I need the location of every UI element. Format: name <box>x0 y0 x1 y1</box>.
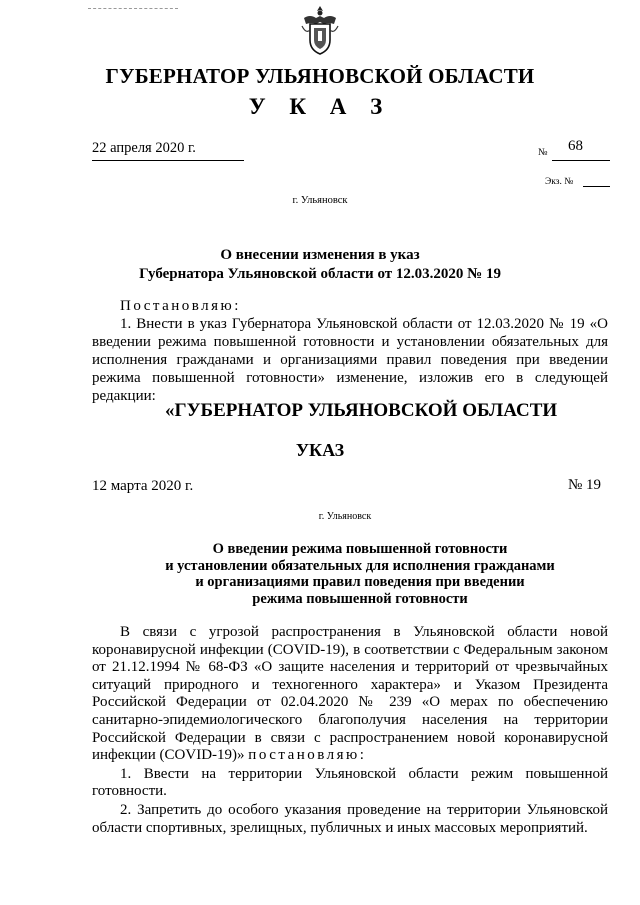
decree-number: 68 <box>568 138 583 154</box>
number-underline <box>552 160 610 161</box>
subject-line: О внесении изменения в указ <box>220 247 420 263</box>
quoted-date: 12 марта 2020 г. <box>92 478 194 494</box>
decree-item-1: 1. Внести в указ Губернатора Ульяновской области от 12.03.2020 № 19 «О введении режима повышенной готовности и установлении обязательных для исполнения гражданами и организациями правил поведения при введении режима повышенной готовности» изменение, изложив его в следующей редакции: <box>92 316 608 404</box>
copy-number-label: Экз. № <box>545 177 574 187</box>
quoted-number: № 19 <box>568 477 602 493</box>
issuer-title: ГУБЕРНАТОР УЛЬЯНОВСКОЙ ОБЛАСТИ <box>105 64 535 88</box>
copy-number-underline <box>583 186 610 187</box>
number-label: № <box>538 147 548 158</box>
quoted-item-1: 1. Ввести на территории Ульяновской области режим повышенной готовности. <box>92 765 608 800</box>
decree-body <box>92 297 608 405</box>
quoted-issuer-title: «ГУБЕРНАТОР УЛЬЯНОВСКОЙ ОБЛАСТИ <box>165 400 558 421</box>
decree-date: 22 апреля 2020 г. <box>92 140 196 156</box>
date-underline <box>92 160 244 161</box>
quoted-subject-line: и установлении обязательных для исполнения гражданами <box>165 557 555 574</box>
quoted-document-type: УКАЗ <box>295 440 345 460</box>
coat-of-arms-icon <box>300 4 340 56</box>
quoted-subject-line: О введении режима повышенной готовности <box>212 541 508 557</box>
quoted-item-2: 2. Запретить до особого указания проведение на территории Ульяновской области спортивных, зрелищных, публичных и иных массовых мероприятий. <box>92 801 608 836</box>
preamble-text: В связи с угрозой распространения в Ульяновской области новой коронавирусной инфекции (COVID-19), в соответствии с Федеральным законом от 21.12.1994 № 68-ФЗ «О защите населения и территорий от чрезвычайных ситуаций природного и техногенного характера» и Указом Президента Российской Федерации от 02.04.2020 № 239 «О мерах по обеспечению санитарно-эпидемиологического благополучия населения на территории Российской Федерации в связи с распространением новой коронавирусной инфекции (COVID-19)» <box>92 624 608 764</box>
subject-line: Губернатора Ульяновской области от 12.03.2020 № 19 <box>139 266 501 282</box>
quoted-city: г. Ульяновск <box>318 511 372 522</box>
quoted-body <box>92 624 608 837</box>
document-type-title: У К А З <box>248 94 392 119</box>
preamble-decree-word: постановляю: <box>248 747 367 764</box>
quoted-subject-line: режима повышенной готовности <box>252 590 468 607</box>
decree-subject <box>0 246 640 284</box>
scan-artifact-line <box>88 8 178 9</box>
quoted-preamble <box>92 624 608 765</box>
city: г. Ульяновск <box>292 195 348 206</box>
quoted-subject-line: и организациями правил поведения при введении <box>195 574 525 590</box>
decree-word: Постановляю: <box>120 298 241 314</box>
quoted-subject <box>0 541 640 607</box>
